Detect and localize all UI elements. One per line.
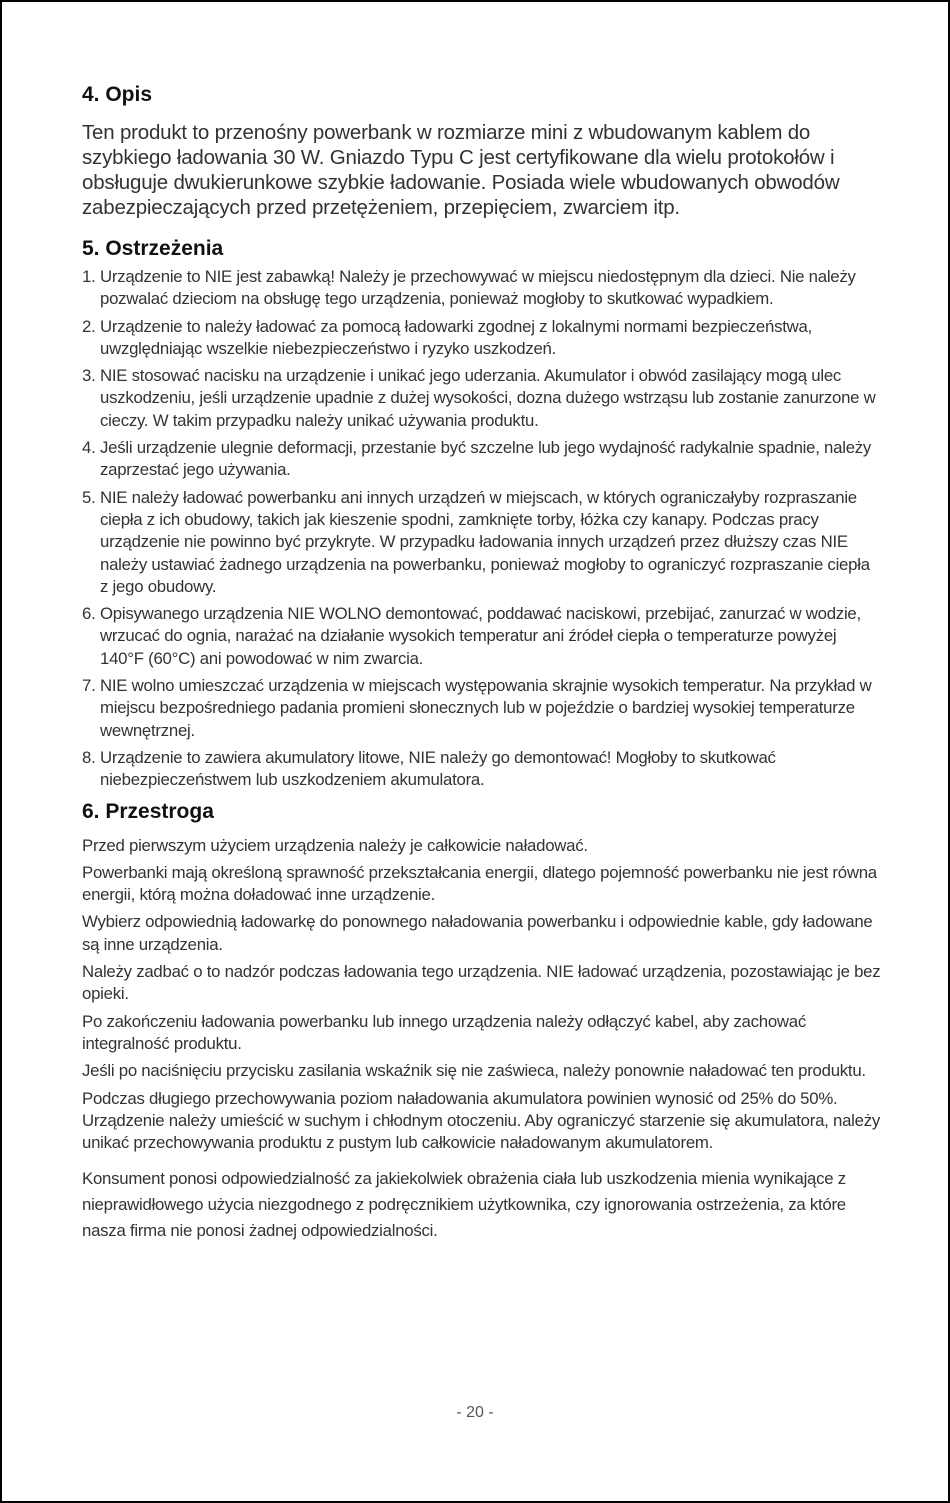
warning-number: 1. — [82, 267, 96, 286]
section-heading-przestroga: 6. Przestroga — [82, 799, 214, 823]
warning-text: Urządzenie to zawiera akumulatory litowe, NIE należy go demontować! Mogłoby to skutkować niebezpieczeństwem lub uszkodzeniem akumulatora. — [100, 747, 776, 790]
warning-item — [82, 266, 882, 311]
warning-text: NIE wolno umieszczać urządzenia w miejscach występowania skrajnie wysokich temperatur. Na przykład w miejscu bezpośredniego padania promieni słonecznych lub w pojeździe o bardziej wysokiej temperaturze wewnętrznej. — [100, 676, 872, 740]
page-content — [82, 76, 882, 1244]
warning-text: Urządzenie to należy ładować za pomocą ładowarki zgodnej z lokalnymi normami bezpieczeństwa, uwzględniając wszelkie niebezpieczeństwo i ryzyko uszkodzeń. — [100, 316, 813, 358]
caution-paragraph: Wybierz odpowiednią ładowarkę do ponownego naładowania powerbanku i odpowiednie kable, gdy ładowane są inne urządzenia. — [82, 912, 873, 954]
liability-note: Konsument ponosi odpowiedzialność za jakiekolwiek obrażenia ciała lub uszkodzenia mienia wynikające z nieprawidłowego użycia niezgodnego z podręcznikiem użytkownika, czy ignorowania ostrzeżenia, za które nasza firma nie ponosi żadnej odpowiedzialności. — [82, 1169, 846, 1241]
caution-paragraph: Przed pierwszym użyciem urządzenia należy je całkowicie naładować. — [82, 835, 588, 855]
warnings-list — [82, 266, 882, 792]
warning-text: Urządzenie to NIE jest zabawką! Należy je przechowywać w miejscu niedostępnym dla dzieci. Nie należy pozwalać dzieciom na obsługę tego urządzenia, ponieważ mogłoby to skutkować wypadkiem. — [100, 267, 856, 309]
section-heading-ostrzezenia: 5. Ostrzeżenia — [82, 237, 224, 260]
warning-item — [82, 316, 882, 361]
warning-number: 4. — [82, 438, 96, 458]
warning-text: Opisywanego urządzenia NIE WOLNO demontować, poddawać naciskowi, przebijać, zanurzać w wodzie, wrzucać do ognia, narażać na działanie wysokich temperatur ani źródeł ciepła o temperaturze powyżej 140°F (60°C) ani powodować w nim zwarcia. — [100, 604, 861, 668]
caution-paragraph: Należy zadbać o to nadzór podczas ładowania tego urządzenia. NIE ładować urządzenia, pozostawiając je bez opieki. — [82, 962, 881, 1004]
warning-item — [82, 603, 882, 670]
warning-number: 5. — [82, 487, 96, 507]
caution-paragraph: Podczas długiego przechowywania poziom naładowania akumulatora powinien wynosić od 25% do 50%. Urządzenie należy umieścić w suchym i chłodnym otoczeniu. Aby ograniczyć starzenie się akumulatora, należy unikać przechowywania produktu z pustym lub całkowicie naładowanym akumulatorem. — [82, 1088, 881, 1153]
page-number: - 20 - — [456, 1404, 494, 1421]
caution-paragraph: Powerbanki mają określoną sprawność przekształcania energii, dlatego pojemność powerbanku nie jest równa energii, którą można doładować inne urządzenie. — [82, 862, 877, 905]
caution-paragraph: Jeśli po naciśnięciu przycisku zasilania wskaźnik się nie zaświeca, należy ponownie naładować ten produktu. — [82, 1061, 866, 1081]
warning-number: 2. — [82, 316, 96, 336]
warning-item — [82, 437, 882, 482]
warning-number: 7. — [82, 676, 96, 696]
warning-number: 6. — [82, 604, 96, 624]
warning-text: NIE stosować nacisku na urządzenie i unikać jego uderzania. Akumulator i obwód zasilający mogą ulec uszkodzeniu, jeśli urządzenie upadnie z dużej wysokości, dozna dużego wstrząsu lub zostanie zanurzone w cieczy. W takim przypadku należy unikać używania produktu. — [100, 366, 876, 430]
warning-text: NIE należy ładować powerbanku ani innych urządzeń w miejscach, w których ograniczałyby rozpraszanie ciepła z ich obudowy, takich jak kieszenie spodni, zamknięte torby, łóżka czy kanapy. Podczas pracy urządzenie nie powinno być przykryte. W przypadku ładowania innych urządzeń przez dłuższy czas NIE należy ustawiać żadnego urządzenia na powerbanku, ponieważ mogłoby to ograniczyć rozpraszanie ciepła z jego obudowy. — [100, 487, 870, 596]
warning-text: Jeśli urządzenie ulegnie deformacji, przestanie być szczelne lub jego wydajność radykalnie spadnie, należy zaprzestać jego używania. — [100, 438, 872, 480]
warning-item — [82, 365, 882, 432]
warning-item — [82, 747, 882, 792]
warning-number: 8. — [82, 747, 96, 767]
warning-number: 3. — [82, 366, 96, 386]
section-heading-opis: 4. Opis — [82, 83, 153, 106]
opis-paragraph: Ten produkt to przenośny powerbank w rozmiarze mini z wbudowanym kablem do szybkiego ładowania 30 W. Gniazdo Typu C jest certyfikowane dla wielu protokołów i obsługuje dwukierunkowe szybkie ładowanie. Posiada wiele wbudowanych obwodów zabezpieczających przed przetężeniem, przepięciem, zwarciem itp. — [82, 121, 840, 219]
caution-paragraph: Po zakończeniu ładowania powerbanku lub innego urządzenia należy odłączyć kabel, aby zachować integralność produktu. — [82, 1011, 806, 1053]
warning-item — [82, 675, 882, 742]
warning-item — [82, 487, 882, 598]
caution-paragraphs — [82, 835, 882, 1155]
